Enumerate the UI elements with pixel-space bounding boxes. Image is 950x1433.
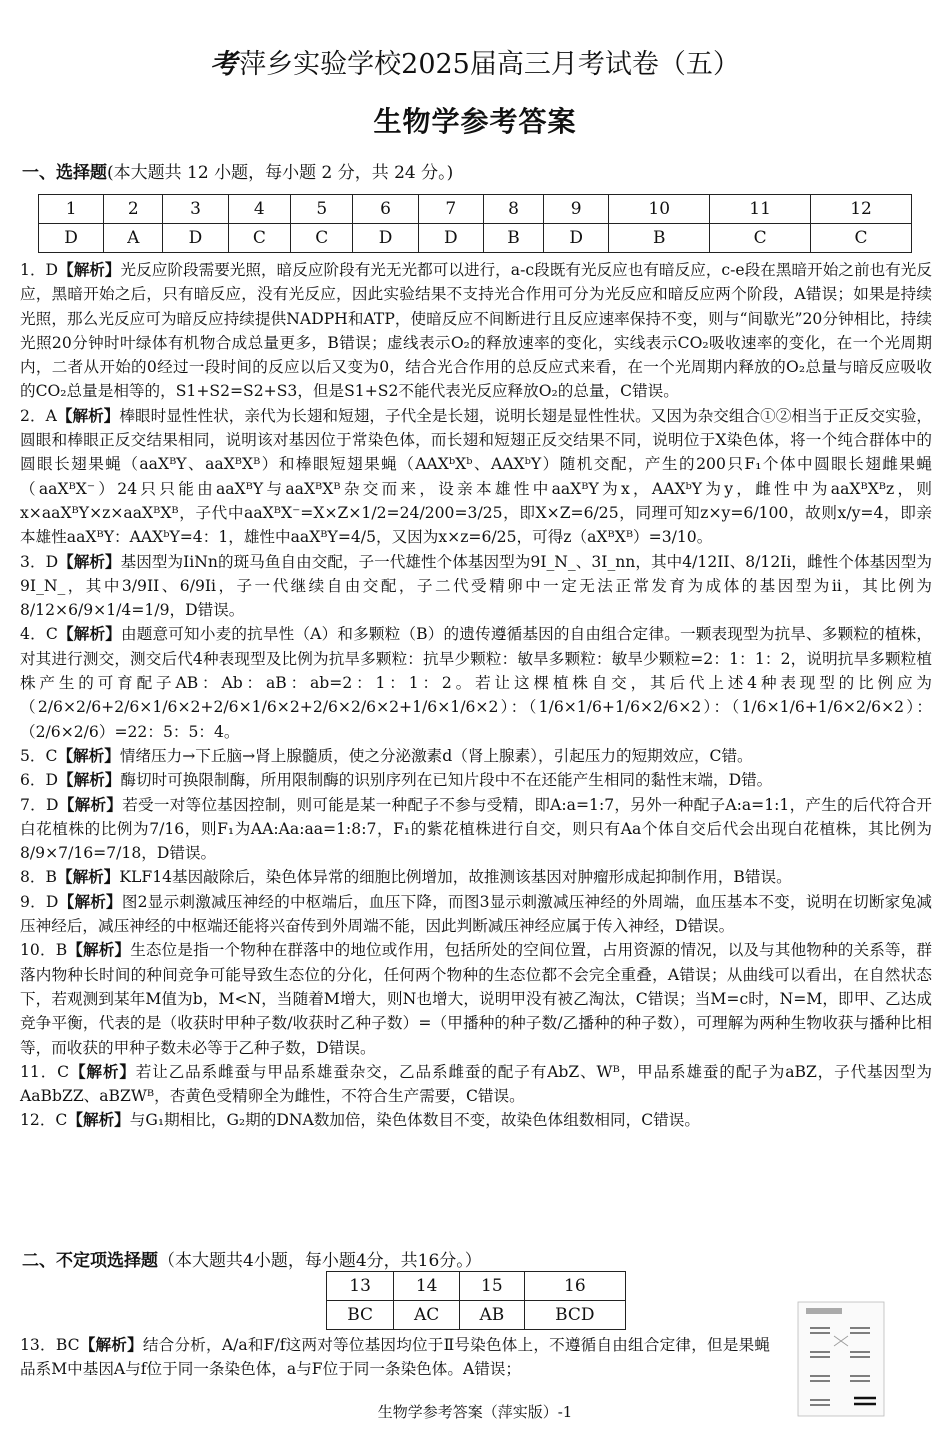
answer-cell: C [710, 224, 811, 253]
exam-title-text: 萍乡实验学校2025届高三月考试卷（五） [239, 49, 740, 80]
answer-cell: D [353, 224, 418, 253]
answer-cell: BC [327, 1301, 394, 1330]
explanation-tag: 【解析】 [67, 1111, 130, 1130]
explanation-tag: 【解析】 [58, 795, 123, 814]
question-number-cell: 13 [327, 1272, 394, 1301]
explanation-number: 12．C [20, 1111, 68, 1130]
question-number-cell: 3 [163, 195, 228, 224]
question-number-cell: 7 [418, 195, 483, 224]
explanation-tag: 【解析】 [56, 406, 120, 425]
explanation-text: 由题意可知小麦的抗旱性（A）和多颗粒（B）的遗传遵循基因的自由组合定律。一颗表现型为抗旱、多颗粒的植株，对其进行测交，测交后代4种表现型及比例为抗旱多颗粒：抗旱少颗粒：敏旱多颗粒：敏旱少颗粒=2：1：1：2，说明抗旱多颗粒植株产生的可育配子AB：Ab：aB：ab=2：1：1：2。若让这棵植株自交，其后代上述4种表现型的比例应为（2/6×2/6+2/6×1/6×2+2/6×1/6×2+2/6×2/6×2+1/6×1/6×2）：（1/6×1/6+1/6×2/6×2）：（1/6×1/6+1/6×2/6×2）：（2/6×2/6）=22：5：5：4。 [20, 625, 932, 741]
q13-head: 13．BC [20, 1336, 80, 1354]
question-number-cell: 15 [460, 1272, 525, 1301]
explanation-text: KLF14基因敲除后，染色体异常的细胞比例增加，故推测该基因对肿瘤形成起抑制作用，B错误。 [119, 868, 792, 887]
q13-text: 结合分析，A/a和F/f这两对等位基因均位于Ⅱ号染色体上，不遵循自由组合定律，但是果蝇品系M中基因A与f位于同一条染色体，a与F位于同一条染色体。A错误； [20, 1336, 770, 1379]
explanation-text: 基因型为IiNn的斑马鱼自由交配，子一代雄性个体基因型为9I_N_、3I_nn，其中4/12II、8/12Ii，雌性个体基因型为9I_N_，其中3/9II、6/9Ii，子一代继续自由交配，子二代受精卵中一定无法正常发育为成体的基因型为ii，其比例为8/12×6/9×1/4=1/9，D错误。 [20, 552, 932, 620]
answer-cell: BCD [524, 1301, 625, 1330]
explanation-number: 9．D [20, 892, 59, 911]
question-number-cell: 14 [394, 1272, 460, 1301]
explanation-number: 10．B [20, 941, 68, 960]
explanation-item [20, 404, 932, 550]
explanation-text: 情绪压力→下丘脑→肾上腺髓质，使之分泌激素d（肾上腺素），引起压力的短期效应，C错。 [119, 746, 753, 765]
explanation-tag: 【解析】 [58, 261, 121, 279]
explanation-text: 若受一对等位基因控制，则可能是某一种配子不参与受精，即A:a=1:7，另外一种配子A:a=1:1，产生的后代符合开白花植株的比例为7/16，则F₁为AA:Aa:aa=1:8:7，F₁的紫花植株进行自交，则只有Aa个体自交后代会出现白花植株，其比例为8/9×7/16=7/18，D错误。 [20, 795, 932, 863]
page-subtitle: 生物学参考答案 [373, 105, 577, 138]
answer-cell: C [228, 224, 290, 253]
question-number-cell: 9 [544, 195, 609, 224]
explanations [20, 258, 932, 1133]
question-number-cell: 16 [524, 1272, 625, 1301]
answer-cell: AB [460, 1301, 525, 1330]
school-logo-icon: 考 [210, 49, 238, 80]
explanation-number: 5．C [20, 746, 58, 765]
explanation-number: 2．A [20, 406, 57, 425]
answer-cell: D [163, 224, 228, 253]
explanation-item [20, 1108, 932, 1132]
explanation-tag: 【解析】 [56, 868, 120, 887]
question-number-cell: 11 [710, 195, 811, 224]
explanation-tag: 【解析】 [69, 1062, 136, 1081]
explanation-item [20, 550, 932, 623]
explanation-item [20, 744, 932, 768]
question-number-cell: 10 [609, 195, 710, 224]
explanation-number: 8．B [20, 868, 57, 887]
explanation-number: 11．C [20, 1062, 70, 1081]
section1-note: (本大题共 12 小题，每小题 2 分，共 24 分。) [107, 163, 454, 183]
answer-cell: AC [394, 1301, 460, 1330]
question-number-cell: 1 [39, 195, 104, 224]
question-number-cell: 8 [483, 195, 543, 224]
explanation-item [20, 793, 932, 866]
answer-cell: D [544, 224, 609, 253]
answer-cell: A [104, 224, 163, 253]
answer-table-2-numbers [327, 1272, 626, 1301]
explanation-item [20, 622, 932, 743]
explanation-tag: 【解析】 [58, 552, 121, 571]
answer-table-1-answers [39, 224, 912, 253]
answer-table-2-answers [327, 1301, 626, 1330]
answer-cell: D [418, 224, 483, 253]
explanation-tag: 【解析】 [57, 746, 120, 765]
answer-cell: D [39, 224, 104, 253]
answer-table-2 [326, 1271, 626, 1330]
section2-heading [22, 1246, 482, 1271]
answer-cell: B [609, 224, 710, 253]
answer-cell: B [483, 224, 543, 253]
question-number-cell: 6 [353, 195, 418, 224]
explanation-item [20, 938, 932, 1059]
question-number-cell: 2 [104, 195, 163, 224]
question-number-cell: 4 [228, 195, 290, 224]
section1-heading [22, 158, 453, 183]
explanation-tag: 【解析】 [58, 892, 122, 911]
answer-cell: C [291, 224, 353, 253]
explanation-tag: 【解析】 [67, 941, 131, 960]
explanation-number: 7．D [20, 795, 59, 814]
explanation-item [20, 768, 932, 792]
answer-cell: C [811, 224, 912, 253]
explanation-number: 1．D [20, 261, 59, 279]
explanation-text: 生态位是指一个物种在群落中的地位或作用，包括所处的空间位置，占用资源的情况，以及与其他物种的关系等，群落内物种长时间的种间竞争可能导致生态位的分化，任何两个物种的生态位都不会完全重叠，A错误；从曲线可以看出，在自然状态下，若观测到某年M值为b，M<N，当随着M增大，则N也增大，说明甲没有被乙淘汰，C错误；当M=c时，N=M，即甲、乙达成竞争平衡，代表的是（收获时甲种子数/收获时乙种子数）=（甲播种的种子数/乙播种的种子数），可理解为两种生物收获与播种比相等，而收获的甲种子数未必等于乙种子数，D错误。 [20, 941, 932, 1057]
answer-table-1-numbers [39, 195, 912, 224]
explanation-item [20, 890, 932, 939]
explanation-number: 6．D [20, 771, 59, 790]
section2-note: （本大题共4小题，每小题4分，共16分。） [158, 1251, 482, 1271]
explanation-text: 光反应阶段需要光照，暗反应阶段有光无光都可以进行，a-c段既有光反应也有暗反应，c-e段在黑暗开始之前也有光反应，黑暗开始之后，只有暗反应，没有光反应，因此实验结果不支持光合作用可分为光反应和暗反应两个阶段，A错误；如果是持续光照，那么光反应可为暗反应持续提供NADPH和ATP，使暗反应不间断进行且反应速率保持不变，则与“间歇光”20分钟相比，持续光照20分钟时叶绿体有机物合成总量更多，B错误；虚线表示O₂的释放速率的变化，实线表示CO₂吸收速率的变化，在一个光周期内，二者从开始的0经过一段时间的反应以后又变为0，结合光合作用的总反应式来看，在一个光周期内释放的O₂总量与暗反应吸收的CO₂总量是相等的，S1+S2=S2+S3，但是S1+S2不能代表光反应释放O₂的总量，C错误。 [20, 261, 932, 401]
explanation-item [20, 258, 932, 404]
explanation-number: 4．C [20, 625, 58, 644]
question-number-cell: 12 [811, 195, 912, 224]
explanation-number: 3．D [20, 552, 59, 571]
explanation-text: 棒眼时显性性状，亲代为长翅和短翅，子代全是长翅，说明长翅是显性性状。又因为杂交组合①②相当于正反交实验，圆眼和棒眼正反交结果相同，说明该对基因位于常染色体，而长翅和短翅正反交结果不同，说明位于X染色体，将一个纯合群体中的圆眼长翅果蝇（aaXᴮY、aaXᴮXᴮ）和棒眼短翅果蝇（AAXᵇXᵇ、AAXᵇY）随机交配，产生的200只F₁个体中圆眼长翅雌果蝇（aaXᴮX⁻）24只只能由aaXᴮY与aaXᴮXᴮ杂交而来，设亲本雄性中aaXᴮY为x，AAXᵇY为y，雌性中为aaXᴮXᴮz，则x×aaXᴮY×z×aaXᴮXᴮ，子代中aaXᴮX⁻=X×Z×1/2=24/200=3/25，即X×Z=6/25，同理可知z×y=6/100，故则x/y=4，即亲本雄性aaXᴮY：AAXᵇY=4：1，雄性中aaXᴮY=4/5，又因为x×z=6/25，可得z（aXᴮXᴮ）=3/10。 [20, 406, 932, 547]
explanation-text: 若让乙品系雌蚕与甲品系雄蚕杂交，乙品系雌蚕的配子有AbZ、Wᴮ，甲品系雄蚕的配子为aBZ，子代基因型为AaBbZZ、aBZWᴮ，杏黄色受精卵全为雌性，不符合生产需要，C错误。 [20, 1062, 932, 1106]
explanation-item [20, 1060, 932, 1109]
explanation-text: 酶切时可换限制酶，所用限制酶的识别序列在已知片段中不在还能产生相同的黏性末端，D错。 [120, 771, 773, 790]
q13-explanation [20, 1333, 770, 1382]
explanation-text: 与G₁期相比，G₂期的DNA数加倍，染色体数目不变，故染色体组数相同，C错误。 [129, 1111, 700, 1130]
section1-title: 一、选择题 [22, 163, 107, 183]
explanation-tag: 【解析】 [57, 625, 122, 644]
section2-title: 二、不定项选择题 [22, 1251, 158, 1271]
answer-table-1 [38, 194, 912, 253]
q13-tag: 【解析】 [79, 1336, 143, 1354]
question-number-cell: 5 [291, 195, 353, 224]
explanation-item [20, 865, 932, 889]
exam-title [0, 42, 950, 81]
explanation-text: 图2显示刺激减压神经的中枢端后，血压下降，而图3显示刺激减压神经的外周端，血压基本不变，说明在切断家兔减压神经后，减压神经的中枢端还能将兴奋传到外周端不能，因此判断减压神经应属于传入神经，D错误。 [20, 892, 932, 936]
explanation-tag: 【解析】 [58, 771, 121, 790]
page-footer: 生物学参考答案（萍实版）-1 [377, 1403, 573, 1421]
